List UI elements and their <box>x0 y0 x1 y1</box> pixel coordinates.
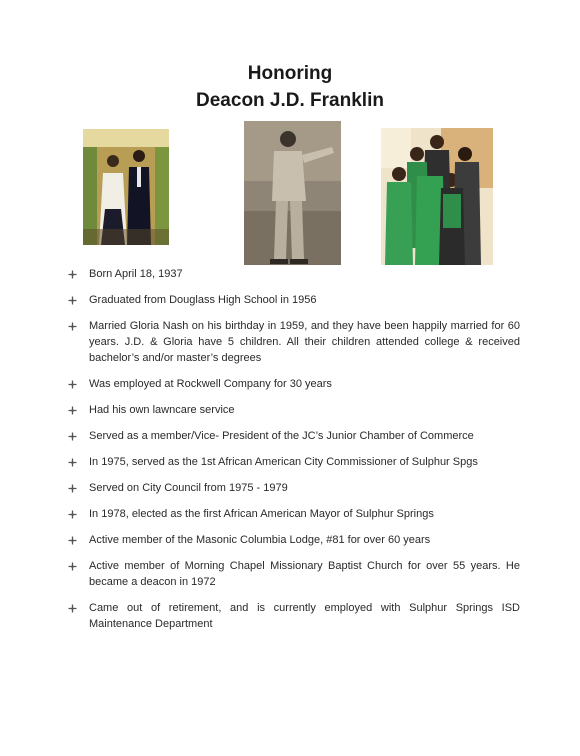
fact-text: In 1978, elected as the first African American Mayor of Sulphur Springs <box>89 508 434 520</box>
list-item <box>68 266 520 282</box>
cross-bullet-icon <box>68 484 77 493</box>
fact-text: Was employed at Rockwell Company for 30 years <box>89 378 332 390</box>
fact-text: Born April 18, 1937 <box>89 268 183 280</box>
cross-bullet-icon <box>68 406 77 415</box>
list-item <box>68 428 520 444</box>
family-group-photo <box>381 128 493 265</box>
fact-text: In 1975, served as the 1st African American City Commissioner of Sulphur Spgs <box>89 456 478 468</box>
cross-bullet-icon <box>68 510 77 519</box>
list-item <box>68 292 520 308</box>
list-item <box>68 454 520 470</box>
list-item <box>68 480 520 496</box>
fact-text: Graduated from Douglass High School in 1956 <box>89 294 317 306</box>
cross-bullet-icon <box>68 380 77 389</box>
fact-text: Had his own lawncare service <box>89 404 235 416</box>
list-item <box>68 600 520 632</box>
cross-bullet-icon <box>68 322 77 331</box>
couple-wedding-photo <box>83 129 169 245</box>
list-item <box>68 532 520 548</box>
cross-bullet-icon <box>68 270 77 279</box>
list-item <box>68 558 520 590</box>
cross-bullet-icon <box>68 536 77 545</box>
cross-bullet-icon <box>68 432 77 441</box>
fact-text: Served as a member/Vice- President of the JC’s Junior Chamber of Commerce <box>89 430 474 442</box>
page-title-line1: Honoring <box>247 63 333 84</box>
list-item <box>68 506 520 522</box>
fact-text: Active member of Morning Chapel Missionary Baptist Church for over 55 years. He became a deacon in 1972 <box>89 560 520 588</box>
list-item <box>68 402 520 418</box>
list-item <box>68 376 520 392</box>
fact-text: Active member of the Masonic Columbia Lodge, #81 for over 60 years <box>89 534 431 546</box>
page-title-line2: Deacon J.D. Franklin <box>196 90 384 111</box>
fact-text: Served on City Council from 1975 - 1979 <box>89 482 288 494</box>
cross-bullet-icon <box>68 458 77 467</box>
vintage-portrait-photo <box>244 121 341 265</box>
cross-bullet-icon <box>68 604 77 613</box>
biography-facts-list <box>68 266 520 632</box>
cross-bullet-icon <box>68 296 77 305</box>
fact-text: Came out of retirement, and is currently employed with Sulphur Springs ISD Maintenance Department <box>89 602 520 630</box>
fact-text: Married Gloria Nash on his birthday in 1959, and they have been happily married for 60 years. J.D. & Gloria have 5 children. All their children attended college & received bachelor’s and/or master’s degrees <box>89 320 520 364</box>
list-item <box>68 318 520 366</box>
cross-bullet-icon <box>68 562 77 571</box>
